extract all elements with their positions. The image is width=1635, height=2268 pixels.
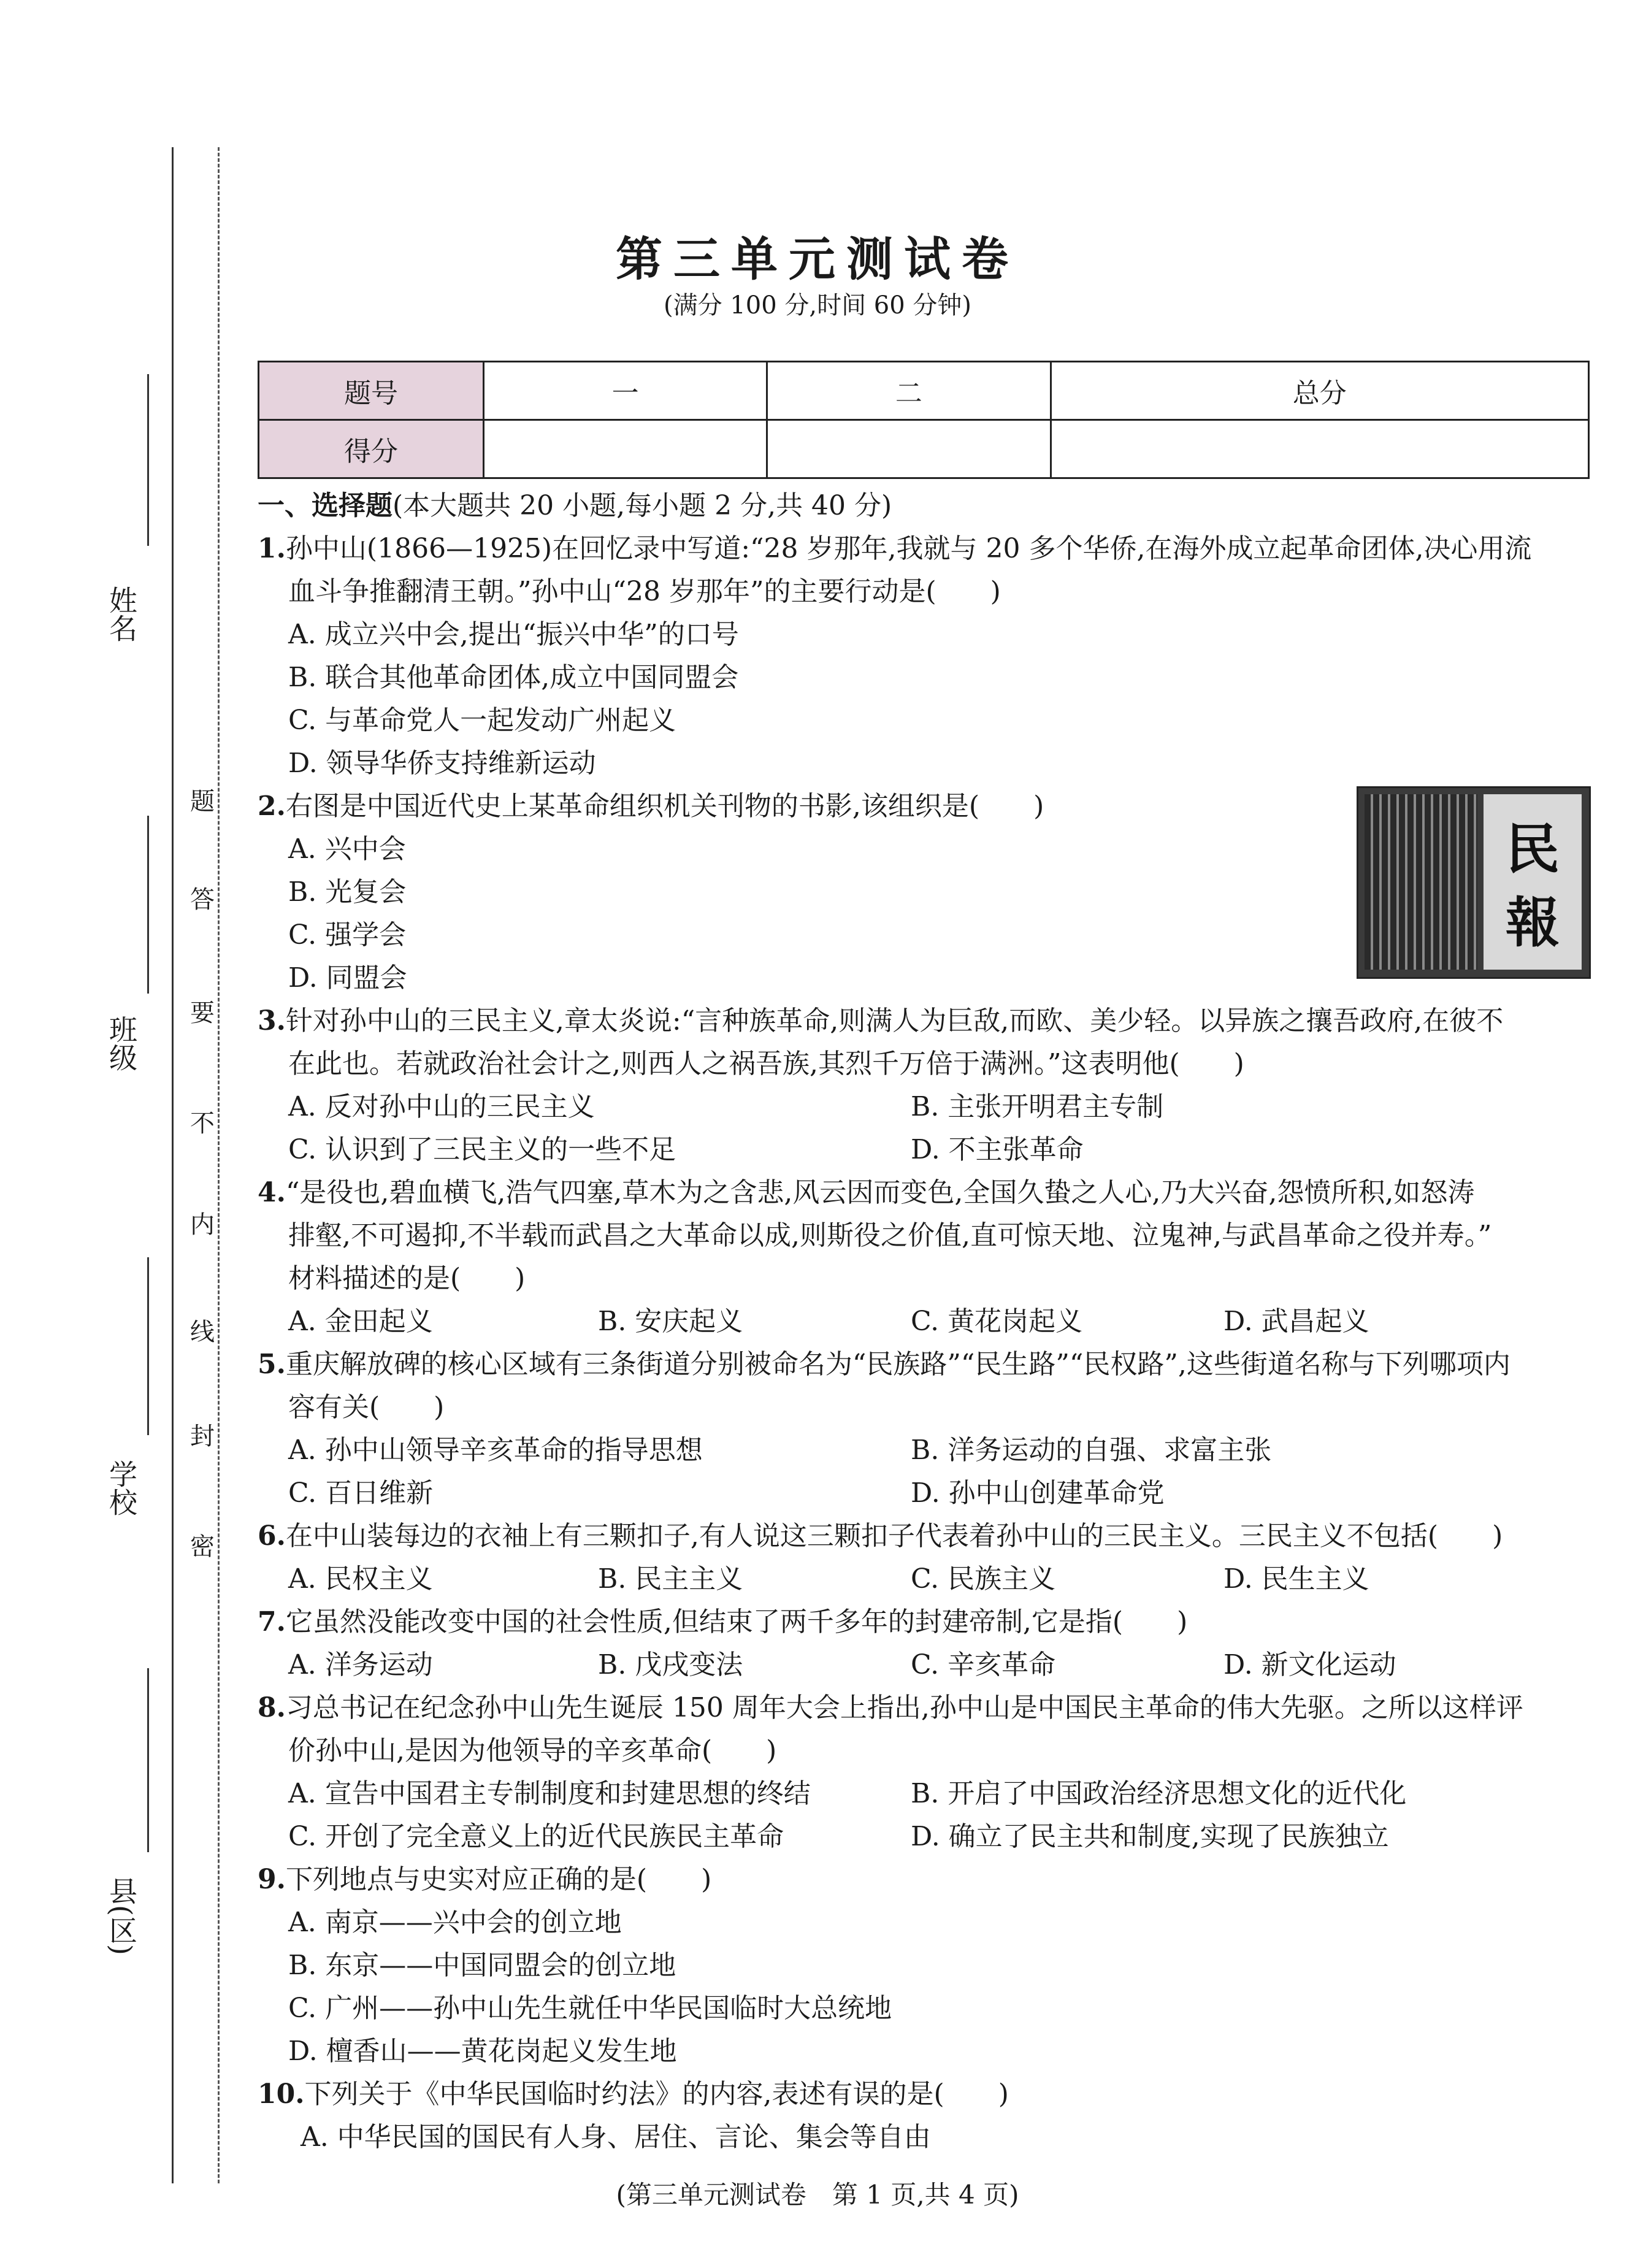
option[interactable]: A. 反对孙中山的三民主义 bbox=[288, 1091, 595, 1122]
option[interactable]: D. 不主张革命 bbox=[911, 1134, 1084, 1165]
seal-char: 要 bbox=[190, 999, 215, 1027]
option[interactable]: B. 联合其他革命团体,成立中国同盟会 bbox=[288, 662, 739, 693]
seal-char: 不 bbox=[190, 1109, 215, 1138]
option[interactable]: A. 中华民国的国民有人身、居住、言论、集会等自由 bbox=[301, 2121, 931, 2153]
binding-solid-line bbox=[172, 147, 174, 2183]
question-line: 7.它虽然没能改变中国的社会性质,但结束了两千多年的封建帝制,它是指( ) bbox=[258, 1606, 1188, 1638]
field-line-name[interactable] bbox=[147, 374, 149, 546]
page-title: 第三单元测试卷 bbox=[616, 232, 1019, 286]
score-cell: 总分 bbox=[1051, 362, 1588, 420]
option[interactable]: A. 金田起义 bbox=[288, 1306, 433, 1337]
question-number: 7. bbox=[258, 1606, 286, 1638]
question-number: 1. bbox=[258, 533, 286, 564]
score-table-row bbox=[259, 420, 1589, 478]
binding-dashed-line bbox=[218, 147, 220, 2183]
question-line: 容有关( ) bbox=[288, 1392, 445, 1423]
option[interactable]: A. 南京——兴中会的创立地 bbox=[288, 1907, 622, 1938]
question-number: 6. bbox=[258, 1520, 286, 1552]
question-line: 9.下列地点与史实对应正确的是( ) bbox=[258, 1864, 712, 1895]
question-line: 6.在中山装每边的衣袖上有三颗扣子,有人说这三颗扣子代表着孙中山的三民主义。三民主义不包括( ) bbox=[258, 1520, 1503, 1552]
section-heading bbox=[258, 485, 892, 527]
magazine-text-page bbox=[1365, 794, 1477, 970]
field-label-county: 县(区) bbox=[105, 1877, 138, 1955]
field-line-school[interactable] bbox=[147, 1257, 149, 1435]
option[interactable]: A. 成立兴中会,提出“振兴中华”的口号 bbox=[288, 619, 739, 650]
option[interactable]: C. 广州——孙中山先生就任中华民国临时大总统地 bbox=[288, 1993, 892, 2024]
field-label-school: 学校 bbox=[105, 1460, 138, 1516]
score-cell: 一 bbox=[484, 362, 767, 420]
question-line: 4.“是役也,碧血横飞,浩气四塞,草木为之含悲,风云因而变色,全国久蛰之人心,乃大兴奋,怨愤所积,如怒涛 bbox=[258, 1177, 1475, 1208]
option[interactable]: A. 兴中会 bbox=[288, 833, 406, 865]
option[interactable]: D. 孙中山创建革命党 bbox=[911, 1477, 1165, 1509]
option[interactable]: B. 洋务运动的自强、求富主张 bbox=[911, 1435, 1272, 1466]
page-subtitle: (满分 100 分,时间 60 分钟) bbox=[663, 291, 972, 320]
score-cell: 得分 bbox=[259, 420, 484, 478]
question-line: 8.习总书记在纪念孙中山先生诞辰 150 周年大会上指出,孙中山是中国民主革命的伟大先驱。之所以这样评 bbox=[258, 1692, 1523, 1723]
question-line: 10.下列关于《中华民国临时约法》的内容,表述有误的是( ) bbox=[258, 2078, 1009, 2110]
seal-char: 线 bbox=[190, 1318, 215, 1346]
option[interactable]: C. 与革命党人一起发动广州起义 bbox=[288, 705, 676, 736]
question-number: 9. bbox=[258, 1864, 286, 1895]
option[interactable]: A. 宣告中国君主专制制度和封建思想的终结 bbox=[288, 1778, 811, 1809]
option[interactable]: C. 民族主义 bbox=[911, 1563, 1056, 1595]
question-number: 3. bbox=[258, 1005, 286, 1036]
option[interactable]: A. 孙中山领导辛亥革命的指导思想 bbox=[288, 1435, 703, 1466]
score-cell: 题号 bbox=[259, 362, 484, 420]
option[interactable]: B. 戊戌变法 bbox=[598, 1649, 743, 1680]
score-table bbox=[258, 361, 1590, 479]
score-input-cell[interactable] bbox=[1051, 420, 1588, 478]
question-line: 在此也。若就政治社会计之,则西人之祸吾族,其烈千万倍于满洲。”这表明他( ) bbox=[288, 1048, 1244, 1079]
option[interactable]: B. 光复会 bbox=[288, 876, 407, 908]
question-line: 材料描述的是( ) bbox=[288, 1263, 526, 1294]
field-line-class[interactable] bbox=[147, 816, 149, 994]
option[interactable]: C. 百日维新 bbox=[288, 1477, 434, 1509]
option[interactable]: D. 新文化运动 bbox=[1223, 1649, 1396, 1680]
option[interactable]: A. 民权主义 bbox=[288, 1563, 433, 1595]
question-line: 1.孙中山(1866—1925)在回忆录中写道:“28 岁那年,我就与 20 多个华侨,在海外成立起革命团体,决心用流 bbox=[258, 533, 1532, 564]
question-line: 5.重庆解放碑的核心区域有三条街道分别被命名为“民族路”“民生路”“民权路”,这些街道名称与下列哪项内 bbox=[258, 1349, 1511, 1380]
option[interactable]: B. 开启了中国政治经济思想文化的近代化 bbox=[911, 1778, 1407, 1809]
seal-char: 封 bbox=[190, 1422, 215, 1450]
question-line: 3.针对孙中山的三民主义,章太炎说:“言种族革命,则满人为巨敌,而欧、美少轻。以异族之攘吾政府,在彼不 bbox=[258, 1005, 1504, 1036]
question-line: 排壑,不可遏抑,不半载而武昌之大革命以成,则斯役之价值,直可惊天地、泣鬼神,与武昌革命之役并寿。” bbox=[288, 1220, 1492, 1251]
field-label-class: 班级 bbox=[105, 1015, 138, 1071]
option[interactable]: C. 开创了完全意义上的近代民族民主革命 bbox=[288, 1821, 784, 1852]
page-footer: (第三单元测试卷 第 1 页,共 4 页) bbox=[616, 2180, 1019, 2210]
question-number: 5. bbox=[258, 1349, 286, 1380]
magazine-title-char: 民 bbox=[1505, 817, 1560, 881]
score-table-row bbox=[259, 362, 1589, 420]
field-line-county[interactable] bbox=[147, 1668, 149, 1852]
option[interactable]: C. 辛亥革命 bbox=[911, 1649, 1056, 1680]
score-input-cell[interactable] bbox=[767, 420, 1051, 478]
option[interactable]: D. 领导华侨支持维新运动 bbox=[288, 748, 596, 779]
seal-char: 密 bbox=[190, 1533, 215, 1561]
question-number: 2. bbox=[258, 791, 286, 822]
seal-char: 答 bbox=[190, 886, 215, 914]
option[interactable]: B. 东京——中国同盟会的创立地 bbox=[288, 1950, 676, 1981]
option[interactable]: C. 认识到了三民主义的一些不足 bbox=[288, 1134, 676, 1165]
magazine-title-char: 報 bbox=[1505, 891, 1560, 954]
section-note: (本大题共 20 小题,每小题 2 分,共 40 分) bbox=[392, 490, 892, 521]
option[interactable]: B. 主张开明君主专制 bbox=[911, 1091, 1164, 1122]
option[interactable]: B. 民主主义 bbox=[598, 1563, 743, 1595]
question-number: 10. bbox=[258, 2078, 305, 2110]
magazine-cover-image bbox=[1357, 786, 1591, 979]
score-cell: 二 bbox=[767, 362, 1051, 420]
option[interactable]: D. 确立了民主共和制度,实现了民族独立 bbox=[911, 1821, 1389, 1852]
seal-char: 内 bbox=[190, 1211, 215, 1239]
option[interactable]: D. 民生主义 bbox=[1223, 1563, 1369, 1595]
magazine-title-page bbox=[1484, 794, 1582, 970]
section-title: 一、选择题 bbox=[258, 490, 392, 521]
option[interactable]: C. 黄花岗起义 bbox=[911, 1306, 1083, 1337]
option[interactable]: D. 同盟会 bbox=[288, 962, 407, 994]
question-line: 价孙中山,是因为他领导的辛亥革命( ) bbox=[288, 1735, 777, 1766]
option[interactable]: C. 强学会 bbox=[288, 919, 407, 951]
question-number: 8. bbox=[258, 1692, 286, 1723]
option[interactable]: A. 洋务运动 bbox=[288, 1649, 433, 1680]
score-input-cell[interactable] bbox=[484, 420, 767, 478]
option[interactable]: D. 武昌起义 bbox=[1223, 1306, 1369, 1337]
field-label-name: 姓名 bbox=[105, 586, 138, 642]
question-number: 4. bbox=[258, 1177, 286, 1208]
option[interactable]: D. 檀香山——黄花岗起义发生地 bbox=[288, 2036, 677, 2067]
question-line: 血斗争推翻清王朝。”孙中山“28 岁那年”的主要行动是( ) bbox=[288, 576, 1001, 607]
question-line: 2.右图是中国近代史上某革命组织机关刊物的书影,该组织是( ) bbox=[258, 791, 1044, 822]
seal-char: 题 bbox=[190, 787, 215, 816]
option[interactable]: B. 安庆起义 bbox=[598, 1306, 743, 1337]
